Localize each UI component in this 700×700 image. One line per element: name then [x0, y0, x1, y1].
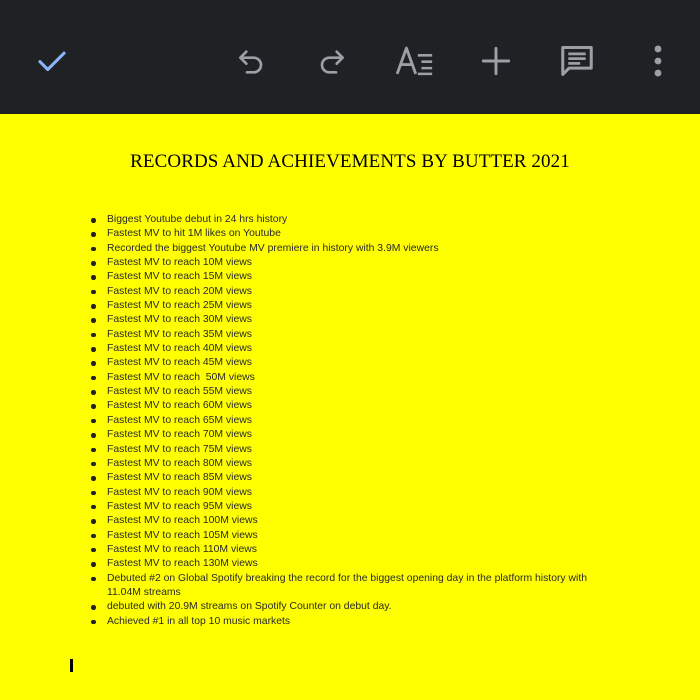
list-item: Recorded the biggest Youtube MV premiere in history with 3.9M viewers [107, 242, 622, 256]
list-item: Fastest MV to reach 10M views [107, 256, 622, 270]
list-item: Fastest MV to reach 15M views [107, 270, 622, 284]
text-format-icon [395, 43, 435, 79]
list-item: Fastest MV to reach 40M views [107, 342, 622, 356]
redo-button[interactable] [304, 33, 360, 89]
list-item: Fastest MV to reach 130M views [107, 557, 622, 571]
document-page[interactable] [0, 114, 700, 700]
document-title: RECORDS AND ACHIEVEMENTS BY BUTTER 2021 [130, 151, 570, 172]
list-item: Fastest MV to reach 90M views [107, 486, 622, 500]
records-bullet-list [107, 213, 622, 629]
check-icon [35, 44, 69, 78]
list-item: Fastest MV to reach 80M views [107, 457, 622, 471]
undo-icon [235, 45, 267, 77]
list-item: Fastest MV to reach 65M views [107, 414, 622, 428]
list-item: Fastest MV to reach 105M views [107, 529, 622, 543]
list-item: debuted with 20.9M streams on Spotify Counter on debut day. [107, 600, 622, 614]
plus-icon [480, 45, 512, 77]
list-item: Fastest MV to reach 30M views [107, 313, 622, 327]
list-item: Fastest MV to reach 100M views [107, 514, 622, 528]
text-cursor [70, 659, 73, 672]
list-item: Biggest Youtube debut in 24 hrs history [107, 213, 622, 227]
list-item: Fastest MV to reach 60M views [107, 399, 622, 413]
list-item: Fastest MV to reach 45M views [107, 356, 622, 370]
list-item: Fastest MV to reach 50M views [107, 371, 622, 385]
redo-icon [316, 45, 348, 77]
more-vert-icon [648, 44, 668, 78]
text-format-button[interactable] [387, 33, 443, 89]
list-item: Fastest MV to reach 70M views [107, 428, 622, 442]
insert-button[interactable] [468, 33, 524, 89]
list-item: Fastest MV to reach 55M views [107, 385, 622, 399]
undo-button[interactable] [223, 33, 279, 89]
list-item: Fastest MV to reach 110M views [107, 543, 622, 557]
list-item: Fastest MV to reach 20M views [107, 285, 622, 299]
list-item: Fastest MV to reach 35M views [107, 328, 622, 342]
more-options-button[interactable] [630, 33, 686, 89]
comment-icon [558, 42, 596, 80]
list-item: Fastest MV to hit 1M likes on Youtube [107, 227, 622, 241]
list-item: Fastest MV to reach 95M views [107, 500, 622, 514]
list-item: Fastest MV to reach 85M views [107, 471, 622, 485]
editor-toolbar [0, 0, 700, 114]
done-button[interactable] [24, 33, 80, 89]
list-item: Fastest MV to reach 75M views [107, 443, 622, 457]
comment-button[interactable] [549, 33, 605, 89]
list-item: Fastest MV to reach 25M views [107, 299, 622, 313]
list-item: Achieved #1 in all top 10 music markets [107, 615, 622, 629]
list-item: Debuted #2 on Global Spotify breaking the record for the biggest opening day in the platform history with 11.04M streams [107, 572, 622, 601]
